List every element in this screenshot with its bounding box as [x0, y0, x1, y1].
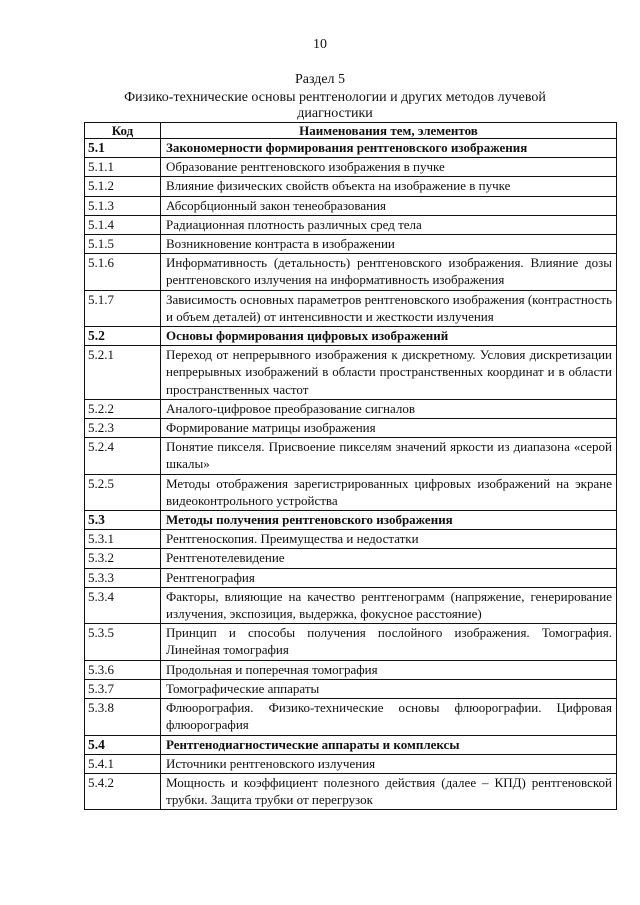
row-name: Флюорография. Физико-технические основы флюорографии. Цифровая флюорография: [161, 699, 617, 735]
table-row: [85, 699, 617, 735]
row-code: 5.2: [85, 327, 161, 346]
section-title: Раздел 5: [294, 72, 346, 87]
table-row: [85, 474, 617, 510]
row-code: 5.3.7: [85, 679, 161, 698]
row-code: 5.1: [85, 139, 161, 158]
table-row: [85, 587, 617, 623]
row-code: 5.3.6: [85, 660, 161, 679]
row-name: Аналого-цифровое преобразование сигналов: [161, 399, 617, 418]
section-row: [85, 735, 617, 754]
row-name: Возникновение контраста в изображении: [161, 235, 617, 254]
table-row: [85, 419, 617, 438]
table-row: [85, 177, 617, 196]
table-row: [85, 660, 617, 679]
page-number: 10: [313, 37, 327, 52]
row-name: Влияние физических свойств объекта на изображение в пучке: [161, 177, 617, 196]
table-row: [85, 254, 617, 290]
table-row: [85, 235, 617, 254]
topics-table: [84, 122, 617, 810]
row-code: 5.3.2: [85, 549, 161, 568]
row-code: 5.2.1: [85, 346, 161, 400]
row-name: Образование рентгеновского изображения в пучке: [161, 158, 617, 177]
row-name: Рентгенография: [161, 568, 617, 587]
row-name: Зависимость основных параметров рентгеновского изображения (контрастность и объем деталей) от интенсивности и жесткости излучения: [161, 290, 617, 326]
row-name: Рентгенотелевидение: [161, 549, 617, 568]
row-name: Радиационная плотность различных сред тела: [161, 215, 617, 234]
row-name: Факторы, влияющие на качество рентгенограмм (напряжение, генерирование излучения, экспозиция, выдержка, фокусное расстояние): [161, 587, 617, 623]
table-row: [85, 196, 617, 215]
row-code: 5.3.8: [85, 699, 161, 735]
row-code: 5.2.3: [85, 419, 161, 438]
table-row: [85, 438, 617, 474]
row-name: Методы получения рентгеновского изображения: [161, 511, 617, 530]
row-name: Источники рентгеновского излучения: [161, 754, 617, 773]
table-row: [85, 346, 617, 400]
row-code: 5.2.5: [85, 474, 161, 510]
row-code: 5.3.4: [85, 587, 161, 623]
table-header-row: [85, 123, 617, 139]
table-row: [85, 290, 617, 326]
row-code: 5.1.4: [85, 215, 161, 234]
row-code: 5.2.2: [85, 399, 161, 418]
row-code: 5.3.1: [85, 530, 161, 549]
row-code: 5.3.5: [85, 624, 161, 660]
table-row: [85, 568, 617, 587]
row-name: Мощность и коэффициент полезного действия (далее – КПД) рентгеновской трубки. Защита трубки от перегрузок: [161, 773, 617, 809]
row-name: Рентгеноскопия. Преимущества и недостатки: [161, 530, 617, 549]
row-code: 5.4: [85, 735, 161, 754]
row-name: Принцип и способы получения послойного изображения. Томография. Линейная томография: [161, 624, 617, 660]
table-row: [85, 399, 617, 418]
row-code: 5.1.3: [85, 196, 161, 215]
section-row: [85, 511, 617, 530]
header-code: Код: [85, 123, 161, 139]
table-row: [85, 679, 617, 698]
row-code: 5.4.2: [85, 773, 161, 809]
section-row: [85, 139, 617, 158]
row-code: 5.3.3: [85, 568, 161, 587]
table-row: [85, 773, 617, 809]
row-code: 5.1.5: [85, 235, 161, 254]
row-name: Основы формирования цифровых изображений: [161, 327, 617, 346]
section-row: [85, 327, 617, 346]
row-code: 5.1.6: [85, 254, 161, 290]
row-code: 5.2.4: [85, 438, 161, 474]
table-row: [85, 754, 617, 773]
row-name: Томографические аппараты: [161, 679, 617, 698]
row-code: 5.3: [85, 511, 161, 530]
header-name: Наименования тем, элементов: [161, 123, 617, 139]
table-row: [85, 530, 617, 549]
row-name: Рентгенодиагностические аппараты и комплексы: [161, 735, 617, 754]
table-row: [85, 158, 617, 177]
row-name: Закономерности формирования рентгеновского изображения: [161, 139, 617, 158]
row-code: 5.1.7: [85, 290, 161, 326]
row-name: Формирование матрицы изображения: [161, 419, 617, 438]
row-name: Методы отображения зарегистрированных цифровых изображений на экране видеоконтрольного устройства: [161, 474, 617, 510]
row-code: 5.1.1: [85, 158, 161, 177]
row-name: Информативность (детальность) рентгеновского изображения. Влияние дозы рентгеновского излучения на информативность изображения: [161, 254, 617, 290]
table-body: [85, 139, 617, 810]
table-row: [85, 549, 617, 568]
row-code: 5.1.2: [85, 177, 161, 196]
row-name: Продольная и поперечная томография: [161, 660, 617, 679]
row-name: Понятие пикселя. Присвоение пикселям значений яркости из диапазона «серой шкалы»: [161, 438, 617, 474]
row-name: Абсорбционный закон тенеобразования: [161, 196, 617, 215]
row-code: 5.4.1: [85, 754, 161, 773]
row-name: Переход от непрерывного изображения к дискретному. Условия дискретизации непрерывных изображений в области пространственных координат и в области пространственных частот: [161, 346, 617, 400]
section-subtitle: Физико-технические основы рентгенологии и других методов лучевой диагностики: [124, 90, 546, 121]
table-row: [85, 624, 617, 660]
table-row: [85, 215, 617, 234]
